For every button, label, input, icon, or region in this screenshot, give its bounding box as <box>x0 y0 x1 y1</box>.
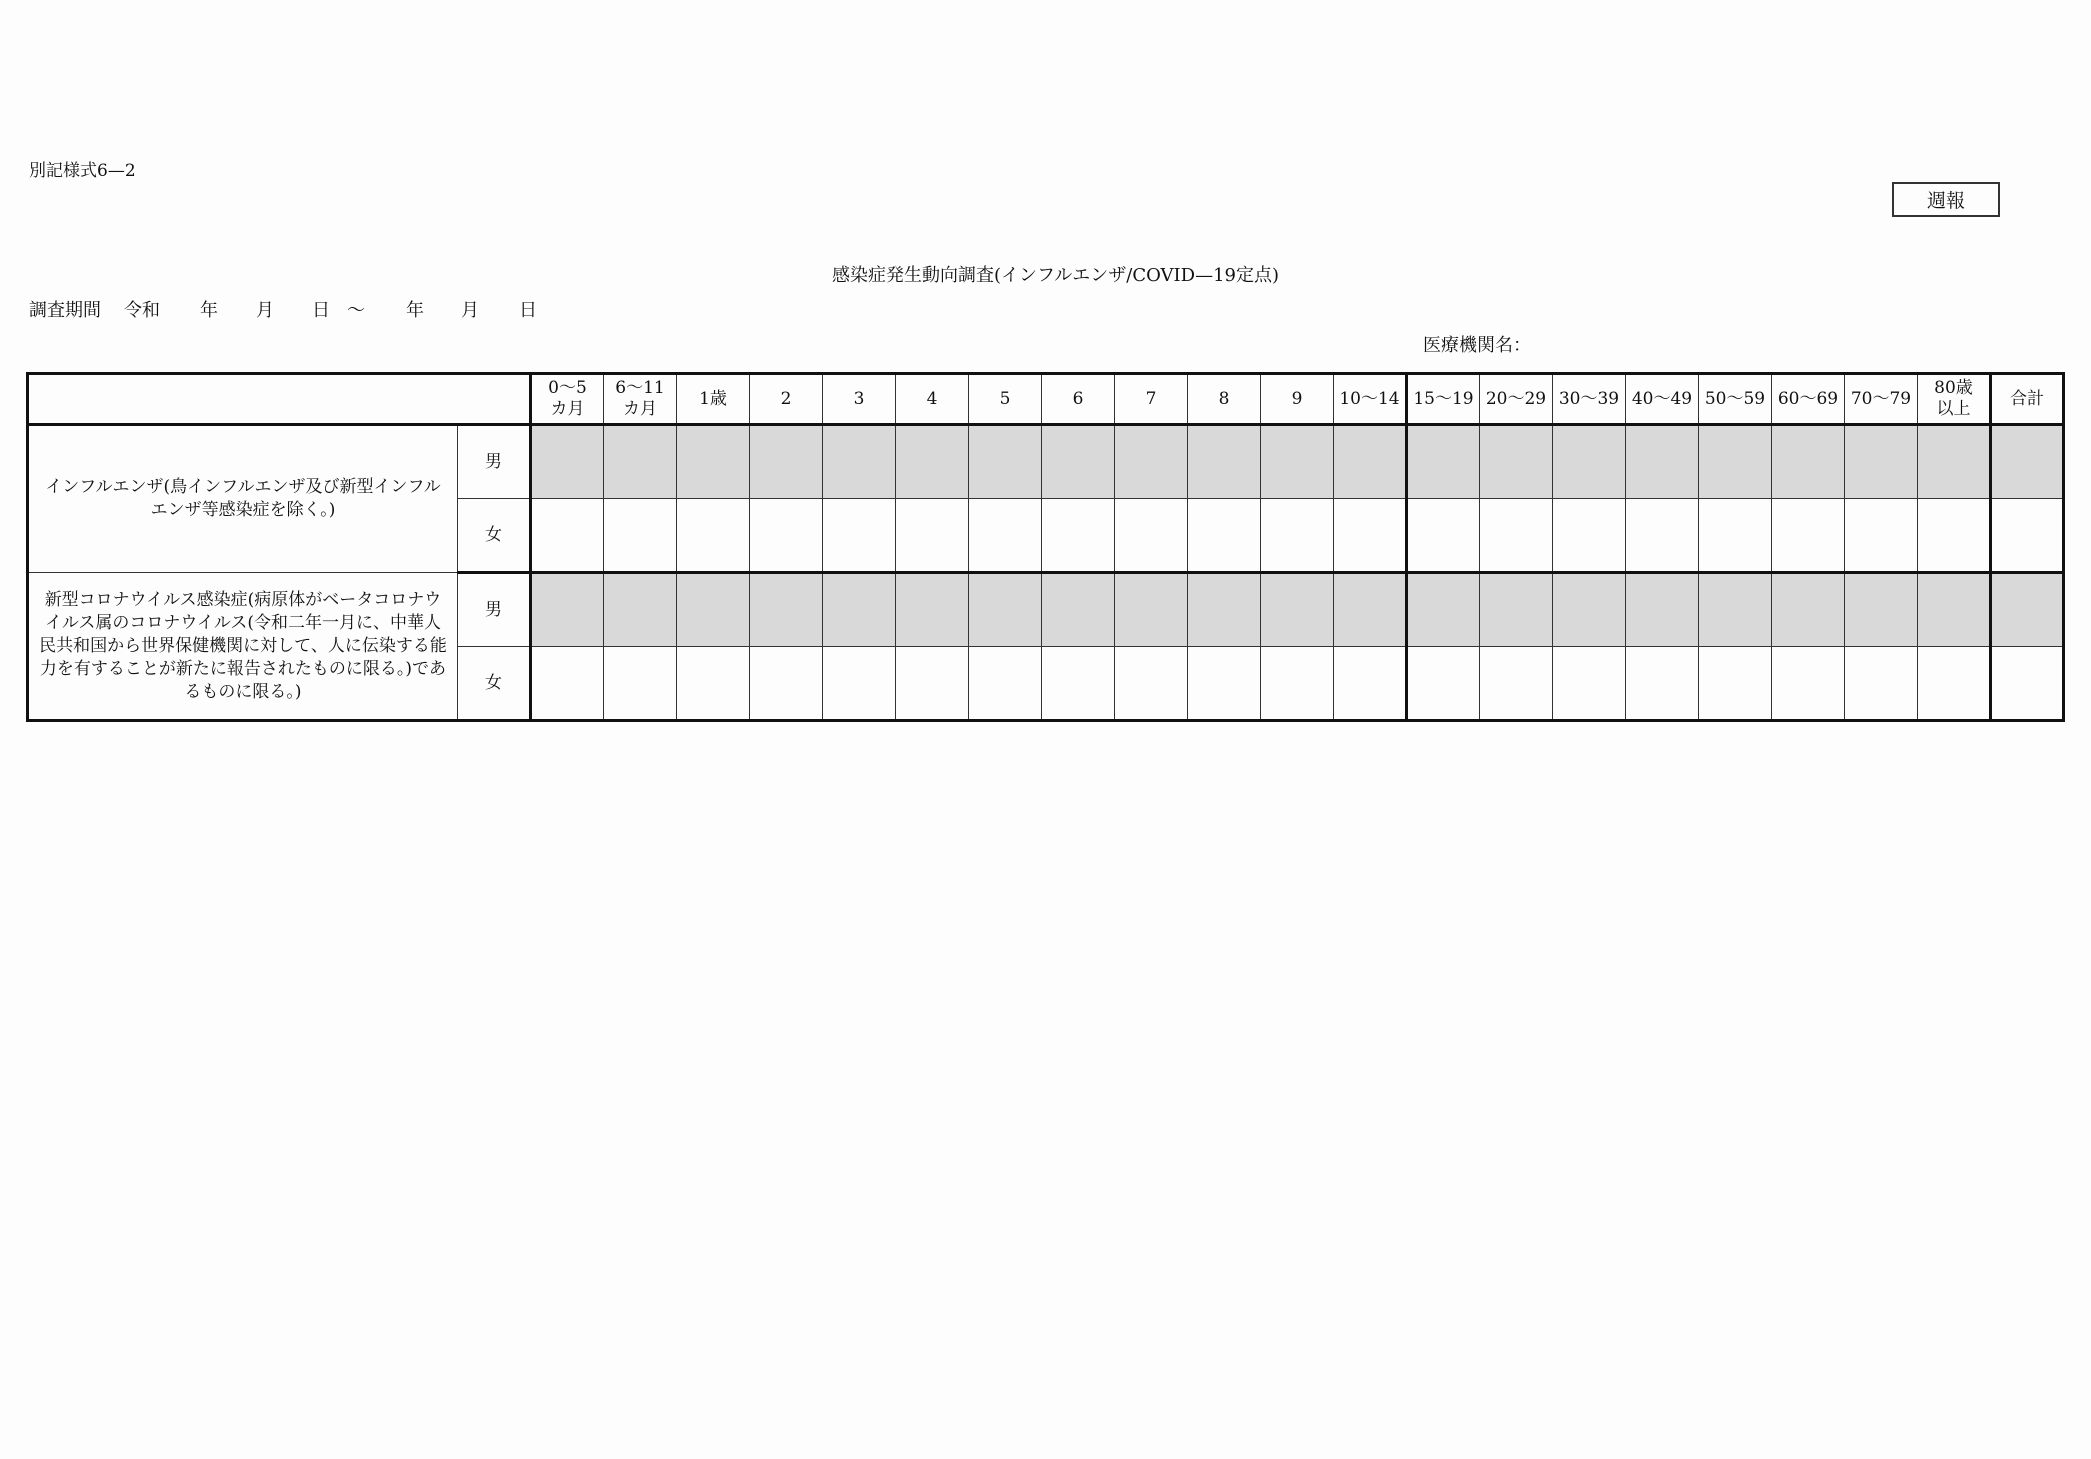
count-cell[interactable] <box>1845 647 1918 721</box>
count-cell[interactable] <box>1991 499 2064 573</box>
age-header <box>969 374 1042 425</box>
period-day-end: 日 <box>519 300 537 321</box>
count-cell[interactable] <box>750 647 823 721</box>
age-header-text: 10～14 <box>1339 388 1400 409</box>
period-month-start: 月 <box>256 300 274 321</box>
count-cell[interactable] <box>750 573 823 647</box>
count-cell[interactable] <box>1991 647 2064 721</box>
count-cell[interactable] <box>1042 499 1115 573</box>
header-row <box>28 374 2064 425</box>
count-cell[interactable] <box>1480 425 1553 499</box>
age-header <box>896 374 969 425</box>
count-cell[interactable] <box>1115 647 1188 721</box>
institution-label: 医療機関名： <box>1423 335 1531 356</box>
age-header-text: カ月 <box>623 399 657 419</box>
count-cell[interactable] <box>1626 573 1699 647</box>
count-cell[interactable] <box>1261 573 1334 647</box>
count-cell[interactable] <box>1042 425 1115 499</box>
count-cell[interactable] <box>1042 647 1115 721</box>
age-header <box>1918 374 1991 425</box>
sex-label-female: 女 <box>458 499 531 573</box>
count-cell[interactable] <box>1042 573 1115 647</box>
count-cell[interactable] <box>1918 425 1991 499</box>
survey-table <box>26 372 2065 722</box>
age-header-text: 6 <box>1072 388 1084 409</box>
age-header-text: 40～49 <box>1631 388 1693 409</box>
count-cell[interactable] <box>896 425 969 499</box>
count-cell[interactable] <box>1115 573 1188 647</box>
table-row <box>28 425 2064 499</box>
count-cell[interactable] <box>677 647 750 721</box>
age-header-text: 以上 <box>1936 399 1971 419</box>
count-cell[interactable] <box>1115 425 1188 499</box>
count-cell[interactable] <box>1918 499 1991 573</box>
count-cell[interactable] <box>1334 647 1407 721</box>
count-cell[interactable] <box>1991 573 2064 647</box>
age-header <box>1042 374 1115 425</box>
age-header <box>1261 374 1334 425</box>
count-cell[interactable] <box>1845 573 1918 647</box>
count-cell[interactable] <box>677 499 750 573</box>
period-year-end: 年 <box>406 300 424 321</box>
count-cell[interactable] <box>1772 425 1845 499</box>
count-cell[interactable] <box>604 499 677 573</box>
count-cell[interactable] <box>604 647 677 721</box>
age-header-text: 6～11 <box>615 378 665 398</box>
form-number: 別記様式6—2 <box>29 161 136 181</box>
age-header <box>1845 374 1918 425</box>
report-type-box: 週報 <box>1892 182 2000 217</box>
count-cell[interactable] <box>1772 647 1845 721</box>
age-header-text: 合計 <box>2010 388 2044 409</box>
count-cell[interactable] <box>531 573 604 647</box>
count-cell[interactable] <box>969 499 1042 573</box>
age-header-text: 15～19 <box>1413 388 1474 409</box>
count-cell[interactable] <box>1553 425 1626 499</box>
count-cell[interactable] <box>1407 499 1480 573</box>
count-cell[interactable] <box>1918 573 1991 647</box>
count-cell[interactable] <box>969 573 1042 647</box>
disease-name: 新型コロナウイルス感染症(病原体がベータコロナウイルス属のコロナウイルス(令和二年一月に、中華人民共和国から世界保健機関に対して、人に伝染する能力を有することが新たに報告されたものに限る。)であるものに限る。) <box>28 573 458 721</box>
count-cell[interactable] <box>896 499 969 573</box>
count-cell[interactable] <box>969 425 1042 499</box>
count-cell[interactable] <box>1626 647 1699 721</box>
count-cell[interactable] <box>1407 425 1480 499</box>
age-header <box>1772 374 1845 425</box>
count-cell[interactable] <box>1261 647 1334 721</box>
count-cell[interactable] <box>1918 647 1991 721</box>
count-cell[interactable] <box>750 499 823 573</box>
age-header <box>1991 374 2064 425</box>
period-era: 令和 <box>124 300 160 321</box>
age-header-text: 1歳 <box>699 388 727 409</box>
count-cell[interactable] <box>1480 499 1553 573</box>
age-header-text: 8 <box>1218 388 1230 409</box>
sex-label-male: 男 <box>458 573 531 647</box>
age-header-text: 7 <box>1145 388 1157 409</box>
age-header-text: 80歳 <box>1934 378 1973 398</box>
count-cell[interactable] <box>531 499 604 573</box>
age-header <box>1699 374 1772 425</box>
age-header-text: 70～79 <box>1850 388 1912 409</box>
count-cell[interactable] <box>1699 425 1772 499</box>
count-cell[interactable] <box>1553 647 1626 721</box>
period-day-start: 日 <box>312 300 330 321</box>
count-cell[interactable] <box>677 573 750 647</box>
age-header <box>1553 374 1626 425</box>
age-header <box>1407 374 1480 425</box>
count-cell[interactable] <box>823 573 896 647</box>
table-row <box>28 573 2064 647</box>
period-label: 調査期間 <box>29 300 101 321</box>
age-header-text: 4 <box>926 388 938 409</box>
count-cell[interactable] <box>750 425 823 499</box>
age-header-text: 9 <box>1291 388 1303 409</box>
count-cell[interactable] <box>1407 573 1480 647</box>
count-cell[interactable] <box>1188 425 1261 499</box>
age-header <box>1480 374 1553 425</box>
age-header-text: 2 <box>780 388 792 409</box>
count-cell[interactable] <box>1699 499 1772 573</box>
count-cell[interactable] <box>1480 573 1553 647</box>
age-header-text: 50～59 <box>1704 388 1766 409</box>
count-cell[interactable] <box>1334 499 1407 573</box>
age-header-text: カ月 <box>550 399 585 419</box>
age-header <box>750 374 823 425</box>
age-header <box>823 374 896 425</box>
count-cell[interactable] <box>896 573 969 647</box>
count-cell[interactable] <box>1188 573 1261 647</box>
count-cell[interactable] <box>1626 425 1699 499</box>
age-header-text: 60～69 <box>1777 388 1839 409</box>
count-cell[interactable] <box>1188 647 1261 721</box>
age-header <box>531 374 604 425</box>
age-header-text: 0～5 <box>548 378 587 398</box>
age-header-text: 5 <box>999 388 1011 409</box>
age-header-text: 30～39 <box>1558 388 1620 409</box>
count-cell[interactable] <box>823 425 896 499</box>
count-cell[interactable] <box>823 499 896 573</box>
count-cell[interactable] <box>677 425 750 499</box>
count-cell[interactable] <box>1699 647 1772 721</box>
age-header <box>1626 374 1699 425</box>
count-cell[interactable] <box>1480 647 1553 721</box>
header-corner <box>28 374 531 425</box>
period-tilde: ～ <box>347 300 365 321</box>
count-cell[interactable] <box>1188 499 1261 573</box>
count-cell[interactable] <box>1845 425 1918 499</box>
count-cell[interactable] <box>1261 425 1334 499</box>
count-cell[interactable] <box>896 647 969 721</box>
count-cell[interactable] <box>604 425 677 499</box>
count-cell[interactable] <box>1626 499 1699 573</box>
age-header-text: 3 <box>853 388 865 409</box>
count-cell[interactable] <box>1334 573 1407 647</box>
period-month-end: 月 <box>461 300 479 321</box>
age-header <box>1188 374 1261 425</box>
count-cell[interactable] <box>1334 425 1407 499</box>
count-cell[interactable] <box>1553 499 1626 573</box>
age-header <box>677 374 750 425</box>
count-cell[interactable] <box>1772 499 1845 573</box>
period-year-start: 年 <box>200 300 218 321</box>
count-cell[interactable] <box>604 573 677 647</box>
count-cell[interactable] <box>969 647 1042 721</box>
count-cell[interactable] <box>1553 573 1626 647</box>
age-header <box>1334 374 1407 425</box>
count-cell[interactable] <box>1261 499 1334 573</box>
count-cell[interactable] <box>1991 425 2064 499</box>
count-cell[interactable] <box>823 647 896 721</box>
age-header-text: 20～29 <box>1485 388 1547 409</box>
count-cell[interactable] <box>531 647 604 721</box>
count-cell[interactable] <box>1772 573 1845 647</box>
sex-label-female: 女 <box>458 647 531 721</box>
disease-name: インフルエンザ(鳥インフルエンザ及び新型インフルエンザ等感染症を除く。) <box>28 425 458 573</box>
age-header <box>1115 374 1188 425</box>
document-title: 感染症発生動向調査(インフルエンザ/COVID—19定点) <box>831 265 1280 286</box>
count-cell[interactable] <box>531 425 604 499</box>
age-header <box>604 374 677 425</box>
count-cell[interactable] <box>1115 499 1188 573</box>
count-cell[interactable] <box>1407 647 1480 721</box>
sex-label-male: 男 <box>458 425 531 499</box>
count-cell[interactable] <box>1845 499 1918 573</box>
count-cell[interactable] <box>1699 573 1772 647</box>
